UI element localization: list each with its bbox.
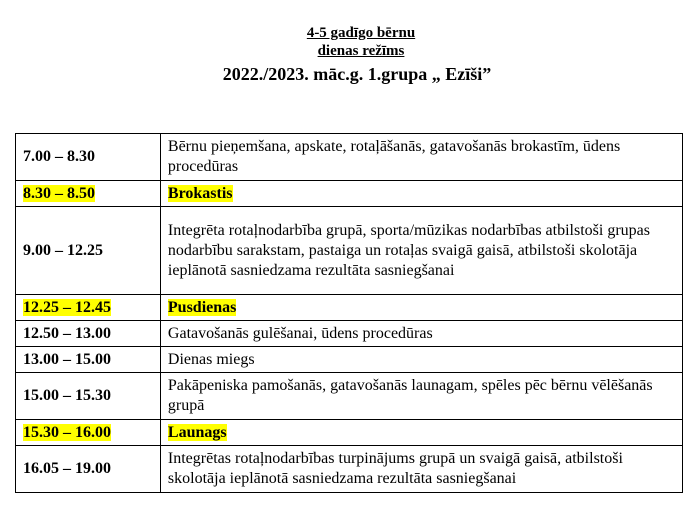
activity-text: Dienas miegs xyxy=(167,350,255,368)
time-text: 12.50 – 13.00 xyxy=(23,324,111,342)
time-text: 9.00 – 12.25 xyxy=(23,241,103,259)
header-age-group: 4-5 gadīgo bērnu xyxy=(306,25,416,41)
time-text-highlighted: 15.30 – 16.00 xyxy=(23,423,111,441)
table-row xyxy=(16,321,683,347)
table-row xyxy=(16,181,683,207)
activity-cell xyxy=(160,446,682,493)
activity-cell xyxy=(160,295,682,321)
table-row xyxy=(16,347,683,373)
table-row xyxy=(16,420,683,446)
table-row xyxy=(16,373,683,420)
time-cell xyxy=(16,347,161,373)
header-title: 2022./2023. māc.g. 1.grupa „ Ezīši” xyxy=(222,64,492,84)
activity-text-highlighted: Brokastis xyxy=(167,184,233,202)
time-text: 16.05 – 19.00 xyxy=(23,460,111,477)
activity-text: Integrēta rotaļnodarbība grupā, sporta/mūzikas nodarbības atbilstoši grupas nodarbību sarakstam, pastaiga un rotaļas svaigā gaisā, atbilstoši skolotāja ieplānotā sasniedzama rezultāta sasniegšanai xyxy=(167,221,650,279)
time-text: 7.00 – 8.30 xyxy=(23,148,95,165)
time-cell xyxy=(16,446,161,493)
time-cell xyxy=(16,295,161,321)
time-cell xyxy=(16,321,161,347)
activity-cell xyxy=(160,181,682,207)
time-text-highlighted: 12.25 – 12.45 xyxy=(23,298,111,316)
time-text: 15.00 – 15.30 xyxy=(23,387,111,404)
activity-text: Pakāpeniska pamošanās, gatavošanās launagam, spēles pēc bērnu vēlēšanās grupā xyxy=(167,377,653,414)
time-text: 13.00 – 15.00 xyxy=(23,350,111,368)
activity-cell xyxy=(160,321,682,347)
activity-cell xyxy=(160,373,682,420)
activity-text-highlighted: Launags xyxy=(167,423,227,441)
header-daily-routine: dienas režīms xyxy=(317,43,405,59)
activity-text: Gatavošanās gulēšanai, ūdens procedūras xyxy=(167,324,433,342)
time-cell xyxy=(16,373,161,420)
activity-cell xyxy=(160,420,682,446)
table-row xyxy=(16,207,683,295)
activity-cell xyxy=(160,134,682,181)
table-row xyxy=(16,446,683,493)
activity-text: Bērnu pieņemšana, apskate, rotaļāšanās, gatavošanās brokastīm, ūdens procedūras xyxy=(167,138,621,175)
activity-text-highlighted: Pusdienas xyxy=(167,298,237,316)
time-cell xyxy=(16,207,161,295)
time-cell xyxy=(16,420,161,446)
time-cell xyxy=(16,134,161,181)
activity-text: Integrētas rotaļnodarbības turpinājums grupā un svaigā gaisā, atbilstoši skolotāja ieplānotā sasniedzama rezultāta sasniegšanai xyxy=(167,450,623,487)
daily-schedule-table xyxy=(15,133,683,493)
table-row xyxy=(16,295,683,321)
time-text-highlighted: 8.30 – 8.50 xyxy=(23,184,95,202)
document-header xyxy=(0,24,694,85)
table-row xyxy=(16,134,683,181)
time-cell xyxy=(16,181,161,207)
activity-cell xyxy=(160,207,682,295)
activity-cell xyxy=(160,347,682,373)
